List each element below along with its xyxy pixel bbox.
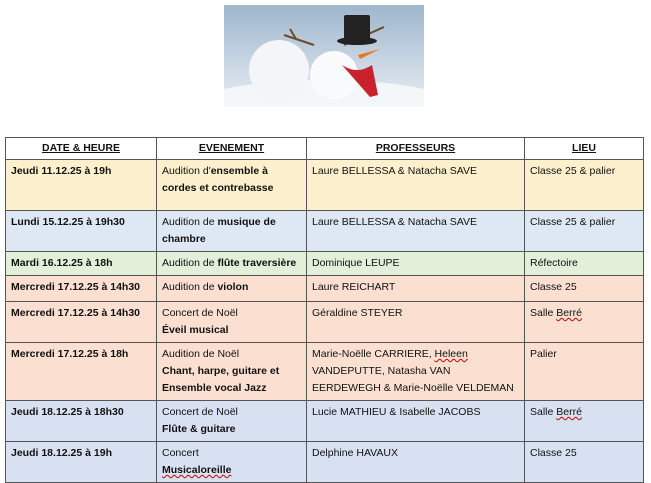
teachers-rest: VANDEPUTTE, Natasha VAN EERDEWEGH & Marie-Noëlle VELDEMAN bbox=[312, 365, 514, 394]
event-type: Audition de Noël bbox=[162, 348, 240, 360]
date: Mardi 16.12.25 à 18h bbox=[11, 257, 113, 269]
event-title: violon bbox=[217, 281, 249, 293]
table-row bbox=[6, 276, 644, 302]
teachers: Laure BELLESSA & Natacha SAVE bbox=[307, 160, 525, 211]
events-table bbox=[5, 137, 644, 483]
place: Classe 25 bbox=[525, 442, 644, 483]
date: Mercredi 17.12.25 à 14h30 bbox=[11, 307, 141, 319]
place: Classe 25 & palier bbox=[525, 160, 644, 211]
place: Classe 25 & palier bbox=[525, 211, 644, 252]
table-header bbox=[6, 138, 644, 160]
event-title: flûte traversière bbox=[217, 257, 297, 269]
table-row bbox=[6, 160, 644, 211]
place-name: Berré bbox=[556, 307, 582, 319]
table-row bbox=[6, 401, 644, 442]
table-row bbox=[6, 252, 644, 276]
place: Salle bbox=[530, 406, 557, 418]
event-type: Concert de Noël bbox=[162, 307, 238, 319]
event-type: Audition d' bbox=[162, 165, 211, 177]
event-type: Audition de bbox=[162, 281, 218, 293]
teachers: Dominique LEUPE bbox=[307, 252, 525, 276]
event-title: Chant, harpe, guitare et Ensemble vocal Jazz bbox=[162, 365, 280, 394]
place: Réfectoire bbox=[525, 252, 644, 276]
header-teachers: PROFESSEURS bbox=[307, 138, 525, 160]
date: Lundi 15.12.25 à 19h30 bbox=[11, 216, 125, 228]
header-date: DATE & HEURE bbox=[6, 138, 157, 160]
event-title: musique de chambre bbox=[162, 216, 276, 245]
teachers: Marie-Noëlle CARRIERE, bbox=[312, 348, 435, 360]
teachers: Lucie MATHIEU & Isabelle JACOBS bbox=[307, 401, 525, 442]
date: Jeudi 18.12.25 à 18h30 bbox=[11, 406, 124, 418]
place: Salle bbox=[530, 307, 557, 319]
header-place: LIEU bbox=[525, 138, 644, 160]
event-type: Concert bbox=[162, 447, 199, 459]
event-type: Audition de bbox=[162, 257, 218, 269]
place: Classe 25 bbox=[525, 276, 644, 302]
snowman-illustration bbox=[224, 5, 424, 107]
event-type: Audition de bbox=[162, 216, 218, 228]
table-row bbox=[6, 211, 644, 252]
place: Palier bbox=[525, 343, 644, 401]
teachers: Delphine HAVAUX bbox=[307, 442, 525, 483]
date: Mercredi 17.12.25 à 14h30 bbox=[11, 281, 141, 293]
date: Mercredi 17.12.25 à 18h bbox=[11, 348, 129, 360]
date: Jeudi 18.12.25 à 19h bbox=[11, 447, 112, 459]
teachers: Laure REICHART bbox=[307, 276, 525, 302]
table-row bbox=[6, 302, 644, 343]
table-row bbox=[6, 442, 644, 483]
header-event: EVENEMENT bbox=[157, 138, 307, 160]
event-title: Flûte & guitare bbox=[162, 423, 236, 435]
teachers: Géraldine STEYER bbox=[307, 302, 525, 343]
event-title: Musicaloreille bbox=[162, 464, 232, 476]
place-name: Berré bbox=[556, 406, 582, 418]
event-title: Éveil musical bbox=[162, 324, 229, 336]
table-row bbox=[6, 343, 644, 401]
teachers: Laure BELLESSA & Natacha SAVE bbox=[307, 211, 525, 252]
teacher-name: Heleen bbox=[434, 348, 468, 360]
event-title: ensemble à cordes et contrebasse bbox=[162, 165, 274, 194]
event-type: Concert de Noël bbox=[162, 406, 238, 418]
date: Jeudi 11.12.25 à 19h bbox=[11, 165, 112, 177]
